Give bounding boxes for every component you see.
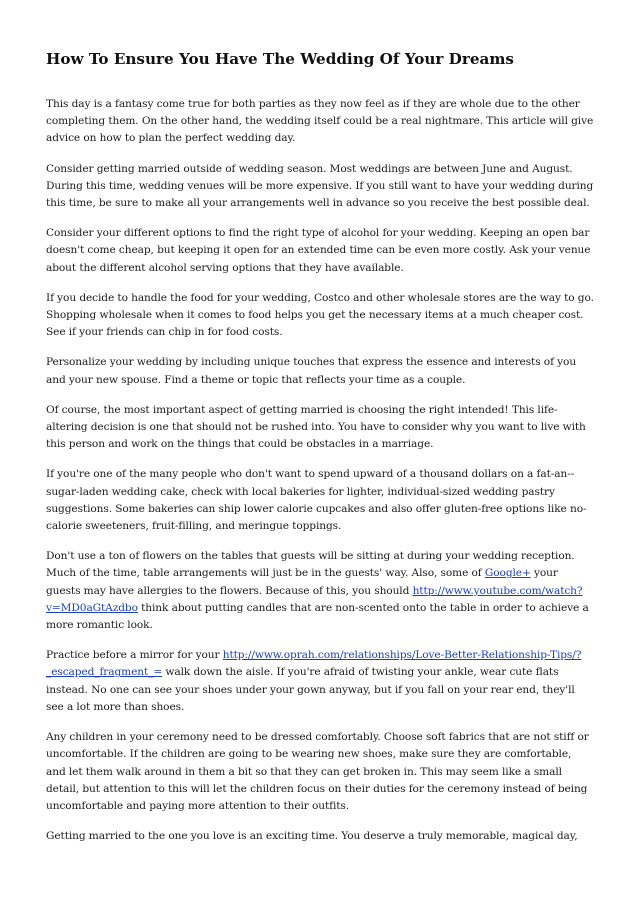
page-title: How To Ensure You Have The Wedding Of Your Dreams <box>46 50 514 68</box>
document-page <box>46 49 594 858</box>
paragraph-flowers <box>46 548 594 634</box>
mirror-text-1: Practice before a mirror for your <box>46 649 223 662</box>
paragraph-intro: This day is a fantasy come true for both parties as they now feel as if they are whole due to the other completing them. On the other hand, the wedding itself could be a real nightmare. This article will give advice on how to plan the perfect wedding day. <box>46 98 594 145</box>
flowers-text-2: your guests may have allergies to the flowers. Because of this, you should <box>46 567 558 597</box>
paragraph-mirror <box>46 647 594 716</box>
flowers-text-3: think about putting candles that are non-scented onto the table in order to achieve a more romantic look. <box>46 601 589 632</box>
paragraph-cake: If you're one of the many people who don't want to spend upward of a thousand dollars on a fat-an--sugar-laden wedding cake, check with local bakeries for lighter, individual-sized wedding pastry suggestions. Some bakeries can ship lower calorie cupcakes and also offer gluten-free options like no-calorie sweeteners, fruit-filling, and meringue toppings. <box>46 468 587 533</box>
paragraph-closing: Getting married to the one you love is an exciting time. You deserve a truly memorable, magical day, <box>46 830 578 843</box>
flowers-text-1: Don't use a ton of flowers on the tables that guests will be sitting at during your wedding reception. Much of the time, table arrangements will just be in the guests' way. Also, some of <box>46 550 575 580</box>
paragraph-food: If you decide to handle the food for your wedding, Costco and other wholesale stores are the way to go. Shopping wholesale when it comes to food helps you get the necessary items at a much cheaper cost. See if your friends can chip in for food costs. <box>46 291 594 339</box>
google-plus-link[interactable]: Google+ <box>484 567 531 580</box>
paragraph-alcohol: Consider your different options to find the right type of alcohol for your wedding. Keeping an open bar doesn't come cheap, but keeping it open for an extended time can be even more costly. Ask your venue about the different alcohol serving options that they have available. <box>46 227 591 274</box>
paragraph-personalize: Personalize your wedding by including unique touches that express the essence and interests of you and your new spouse. Find a theme or topic that reflects your time as a couple. <box>46 356 577 386</box>
oprah-link[interactable]: http://www.oprah.com/relationships/Love-Better-Relationship-Tips/?_escaped_fragment_= <box>46 649 582 679</box>
paragraph-wedding-season: Consider getting married outside of wedding season. Most weddings are between June and August. During this time, wedding venues will be more expensive. If you still want to have your wedding during this time, be sure to make all your arrangements well in advance so you receive the best possible deal. <box>46 162 594 210</box>
mirror-text-2: walk down the aisle. If you're afraid of twisting your ankle, wear cute flats instead. No one can see your shoes under your gown anyway, but if you fall on your rear end, they'll see a lot more than shoes. <box>46 666 575 713</box>
paragraph-children: Any children in your ceremony need to be dressed comfortably. Choose soft fabrics that are not stiff or uncomfortable. If the children are going to be wearing new shoes, make sure they are comfortable, and let them walk around in them a bit so that they can get broken in. This may seem like a small detail, but attention to this will let the children focus on their duties for the ceremony instead of being uncomfortable and paying more attention to their outfits. <box>46 731 589 812</box>
youtube-link[interactable]: http://www.youtube.com/watch?v=MD0aGtAzdbo <box>46 584 583 614</box>
paragraph-intended: Of course, the most important aspect of getting married is choosing the right intended! This life-altering decision is one that should not be rushed into. You have to consider why you want to live with this person and work on the things that could be obstacles in a marriage. <box>46 403 586 451</box>
